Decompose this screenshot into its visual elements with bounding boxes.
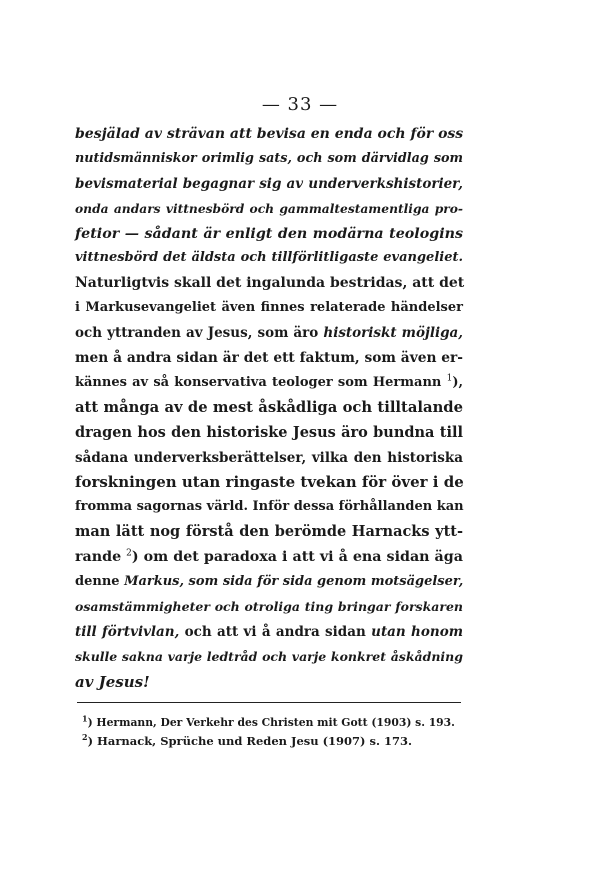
footnote xyxy=(82,713,462,732)
text-span: man lätt nog förstå den berömde Harnacks ytt- xyxy=(75,523,463,541)
text-line xyxy=(75,595,463,620)
italic-span: Markus, som sida för sida genom motsägelser, xyxy=(124,574,464,590)
text-line xyxy=(75,296,463,321)
text-span: och att vi å andra sidan xyxy=(179,623,372,640)
italic-span: utan honom xyxy=(371,623,463,640)
text-span: dragen hos den historiske Jesus äro bundna till xyxy=(75,423,463,441)
text-line xyxy=(75,396,463,421)
text-line xyxy=(75,197,463,222)
italic-span: fetior — sådant är enligt den modärna teologins xyxy=(75,225,463,242)
text-span: ) om det paradoxa i att vi å ena sidan äga xyxy=(131,549,463,566)
italic-span: onda andars vittnesbörd och gammaltestamentliga pro- xyxy=(75,200,463,216)
footnote-marker: 2 xyxy=(126,548,132,559)
text-line xyxy=(75,246,463,271)
text-span: rande xyxy=(75,549,127,566)
footnote-rule xyxy=(77,702,461,703)
text-line xyxy=(75,520,463,545)
text-line xyxy=(75,147,463,172)
text-line xyxy=(75,670,463,695)
text-span: kännes av så konservativa teologer som Hermann xyxy=(75,374,447,390)
text-line xyxy=(75,570,463,595)
text-line xyxy=(75,446,463,471)
text-span: ), xyxy=(452,374,463,390)
text-line xyxy=(75,620,463,645)
footnotes xyxy=(82,713,462,751)
italic-span: skulle sakna varje ledtråd och varje konkret åskådning xyxy=(75,648,463,664)
footnote-mark: 1 xyxy=(82,713,88,724)
text-span: och yttranden av Jesus, som äro xyxy=(75,325,324,342)
italic-span: bevismaterial begagnar sig av underverkshistorier, xyxy=(75,175,463,192)
text-line xyxy=(75,321,463,346)
text-line xyxy=(75,421,463,446)
text-span: Naturligtvis skall det ingalunda bestridas, att det xyxy=(75,275,465,292)
page-number: — 33 — xyxy=(261,94,339,115)
italic-span: besjälad av strävan att bevisa en enda och för oss xyxy=(75,126,464,142)
text-line xyxy=(75,371,463,396)
italic-span: av Jesus! xyxy=(75,672,150,691)
body-text xyxy=(75,122,463,694)
footnote xyxy=(82,732,462,751)
text-span: forskningen utan ringaste tvekan för över i de xyxy=(75,473,464,492)
text-line xyxy=(75,470,463,495)
text-line xyxy=(75,222,463,247)
italic-span: vittnesbörd det äldsta och tillförlitligaste evangeliet. xyxy=(75,250,463,266)
text-span: sådana underverksberättelser, vilka den historiska xyxy=(75,449,463,466)
text-line xyxy=(75,495,463,520)
text-line xyxy=(75,271,463,296)
footnote-marker: 1 xyxy=(446,373,453,384)
text-line xyxy=(75,172,463,197)
text-span: i Markusevangeliet även finnes relaterade händelser xyxy=(75,300,463,316)
text-line xyxy=(75,346,463,371)
text-span: denne xyxy=(75,574,125,590)
footnote-mark: 2 xyxy=(82,732,88,743)
italic-span: nutidsmänniskor orimlig sats, och som därvidlag som xyxy=(75,150,463,166)
text-span: att många av de mest åskådliga och tilltalande xyxy=(75,398,463,416)
text-line xyxy=(75,545,463,570)
italic-span: osamstämmigheter och otroliga ting bringar forskaren xyxy=(75,598,463,614)
italic-span: till förtvivlan, xyxy=(75,623,180,640)
text-line xyxy=(75,122,463,147)
footnote-text: ) Hermann, Der Verkehr des Christen mit Gott (1903) s. 193. xyxy=(87,716,455,729)
text-span: fromma sagornas värld. Inför dessa förhållanden kan xyxy=(75,499,464,515)
italic-span: historiskt möjliga, xyxy=(323,325,463,342)
text-line xyxy=(75,645,463,670)
footnote-text: ) Harnack, Sprüche und Reden Jesu (1907) s. 173. xyxy=(87,734,412,748)
text-span: men å andra sidan är det ett faktum, som även er- xyxy=(75,350,463,367)
